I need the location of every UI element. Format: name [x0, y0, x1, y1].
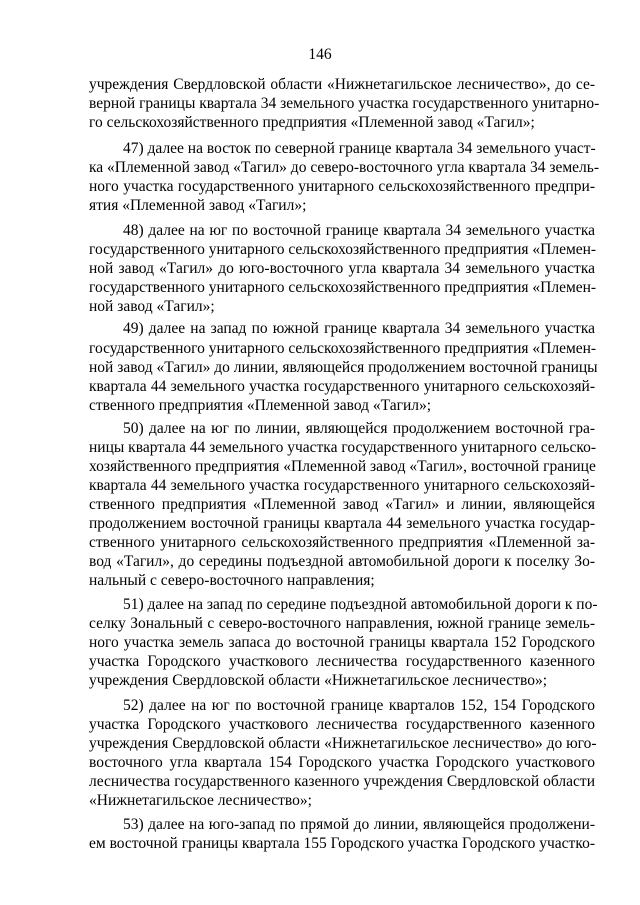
text-line: ем восточной границы квартала 155 Городского участка Городского участко- [89, 835, 595, 852]
text-line: восточного угла квартала 154 Городского участка Городского участкового [89, 754, 595, 771]
text-line: 47) далее на восток по северной границе квартала 34 земельного участ- [123, 140, 596, 157]
text-line: «Нижнетагильское лесничество»; [89, 792, 312, 809]
text-line: нальный с северо-восточного направления; [89, 572, 375, 589]
text-line: квартала 44 земельного участка государственного унитарного сельскохозяй- [89, 378, 595, 395]
text-line: лесничества государственного казенного учреждения Свердловской области [89, 773, 595, 790]
text-line: селку Зональный с северо-восточного направления, южной границе земель- [89, 615, 595, 632]
text-line: государственного унитарного сельскохозяйственного предприятия «Племен- [89, 340, 597, 357]
text-line: участка Городского участкового лесничества государственного казенного [89, 653, 595, 670]
text-line: 48) далее на юг по восточной границе квартала 34 земельного участка [123, 222, 595, 239]
text-line: учреждения Свердловской области «Нижнетагильское лесничество», до се- [89, 76, 595, 93]
text-line: ной завод «Тагил» до линии, являющейся продолжением восточной границы [89, 359, 598, 376]
text-line: верной границы квартала 34 земельного участка государственного унитарно- [89, 95, 600, 112]
text-line: ного участка государственного унитарного сельскохозяйственного предпри- [89, 178, 595, 195]
text-line: ной завод «Тагил»; [89, 298, 215, 315]
text-line: государственного унитарного сельскохозяйственного предприятия «Племен- [89, 241, 597, 258]
text-line: ственного предприятия «Племенной завод «Тагил» и линии, являющейся [89, 496, 595, 513]
text-line: ка «Племенной завод «Тагил» до северо-восточного угла квартала 34 земель- [89, 159, 600, 176]
text-line: 53) далее на юго-запад по прямой до линии, являющейся продолжени- [123, 816, 595, 833]
text-line: ственного унитарного сельскохозяйственного предприятия «Племенной за- [89, 534, 595, 551]
text-line: учреждения Свердловской области «Нижнетагильское лесничество»; [89, 672, 548, 689]
text-line: ственного предприятия «Племенной завод «Тагил»; [89, 397, 432, 414]
text-line: го сельскохозяйственного предприятия «Племенной завод «Тагил»; [89, 114, 535, 131]
text-line: учреждения Свердловской области «Нижнетагильское лесничество» до юго- [89, 735, 597, 752]
text-line: участка Городского участкового лесничества государственного казенного [89, 716, 595, 733]
text-line: ницы квартала 44 земельного участка государственного унитарного сельско- [89, 439, 596, 456]
text-line: ятия «Племенной завод «Тагил»; [89, 197, 307, 214]
page-number: 146 [308, 46, 332, 63]
text-line: ного участка земель запаса до восточной границы квартала 152 Городского [89, 634, 595, 651]
text-line: продолжением восточной границы квартала 44 земельного участка государ- [89, 515, 595, 532]
text-line: хозяйственного предприятия «Племенной завод «Тагил», восточной границе [89, 458, 596, 475]
text-line: 50) далее на юг по линии, являющейся продолжением восточной гра- [123, 420, 595, 437]
text-line: 52) далее на юг по восточной границе кварталов 152, 154 Городского [123, 697, 595, 714]
text-line: ной завод «Тагил» до юго-восточного угла квартала 34 земельного участка [89, 260, 595, 277]
text-line: вод «Тагил», до середины подъездной автомобильной дороги к поселку Зо- [89, 553, 595, 570]
text-line: квартала 44 земельного участка государственного унитарного сельскохозяй- [89, 477, 595, 494]
text-line: 49) далее на запад по южной границе квартала 34 земельного участка [123, 320, 595, 337]
text-line: 51) далее на запад по середине подъездной автомобильной дороги к по- [123, 596, 598, 613]
text-line: государственного унитарного сельскохозяйственного предприятия «Племен- [89, 279, 597, 296]
